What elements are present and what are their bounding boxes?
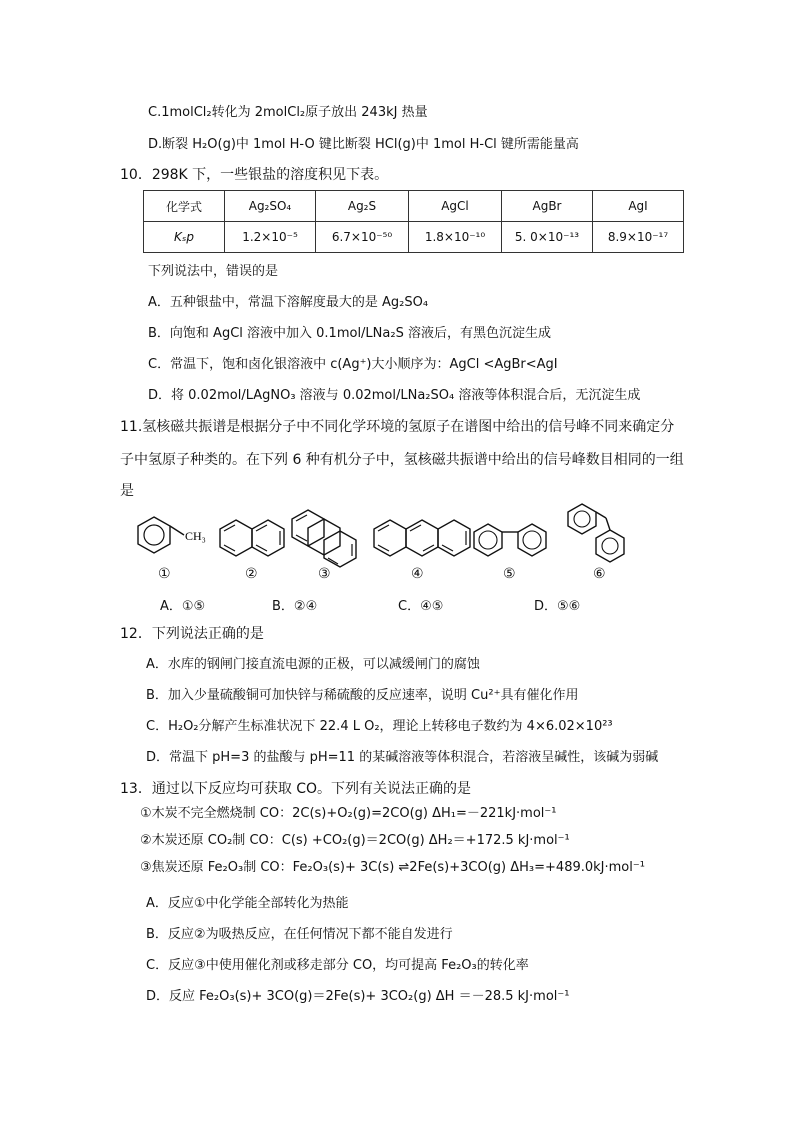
- question-13-option-d: D．反应 Fe₂O₃(s)+ 3CO(g)＝2Fe(s)+ 3CO₂(g) ΔH ＝－28.5 kJ·mol⁻¹: [146, 989, 570, 1004]
- biphenyl-structure: [472, 520, 550, 564]
- question-10-prompt: 下列说法中，错误的是: [148, 264, 279, 279]
- methyl-label: CH₃: [185, 529, 206, 543]
- phenanthrene-structure: [290, 508, 360, 574]
- reaction-1: ①木炭不完全燃烧制 CO：2C(s)+O₂(g)=2CO(g) ΔH₁=－221kJ·mol⁻¹: [140, 806, 557, 821]
- question-11-option-d: D．⑤⑥: [534, 599, 581, 614]
- toluene-structure: [132, 505, 212, 569]
- reaction-3: ③焦炭还原 Fe₂O₃制 CO：Fe₂O₃(s)+ 3C(s) ⇌2Fe(s)+3CO(g) ΔH₃=+489.0kJ·mol⁻¹: [140, 860, 645, 875]
- question-12-option-c: C．H₂O₂分解产生标准状况下 22.4 L O₂，理论上转移电子数约为 4×6.02×10²³: [146, 719, 613, 734]
- table-row: [144, 222, 684, 253]
- question-10-stem: 10．298K 下，一些银盐的溶度积见下表。: [120, 167, 389, 183]
- reaction-2: ②木炭还原 CO₂制 CO：C(s) +CO₂(g)＝2CO(g) ΔH₂＝+172.5 kJ·mol⁻¹: [140, 833, 570, 848]
- table-cell: 6.7×10⁻⁵⁰: [316, 222, 409, 253]
- table-cell: Ag₂SO₄: [225, 191, 316, 222]
- table-cell: AgCl: [409, 191, 502, 222]
- molecule-number: ③: [318, 566, 331, 582]
- question-12-option-d: D．常温下 pH=3 的盐酸与 pH=11 的某碱溶液等体积混合，若溶液呈碱性，该碱为弱碱: [146, 750, 659, 765]
- option-c-line: C.1molCl₂转化为 2molCl₂原子放出 243kJ 热量: [148, 105, 428, 120]
- naphthalene-structure: [218, 518, 286, 562]
- table-cell: Kₛp: [144, 222, 225, 253]
- question-11-option-a: A．①⑤: [160, 599, 206, 614]
- molecule-number: ④: [411, 566, 424, 582]
- molecule-number: ⑥: [593, 566, 606, 582]
- question-13-option-b: B．反应②为吸热反应，在任何情况下都不能自发进行: [146, 927, 453, 942]
- question-13-option-a: A．反应①中化学能全部转化为热能: [146, 896, 349, 911]
- table-cell: Ag₂S: [316, 191, 409, 222]
- question-10-option-d: D．将 0.02mol/LAgNO₃ 溶液与 0.02mol/LNa₂SO₄ 溶液等体积混合后，无沉淀生成: [148, 388, 641, 403]
- question-12-stem: 12．下列说法正确的是: [120, 626, 264, 642]
- question-11-line-2: 子中氢原子种类的。在下列 6 种有机分子中，氢核磁共振谱中给出的信号峰数目相同的一组: [120, 452, 684, 468]
- question-10-option-b: B．向饱和 AgCl 溶液中加入 0.1mol/LNa₂S 溶液后，有黑色沉淀生成: [148, 326, 551, 341]
- table-cell: AgI: [593, 191, 684, 222]
- molecule-number: ⑤: [503, 566, 516, 582]
- table-row: [144, 191, 684, 222]
- question-11-line-3: 是: [120, 483, 134, 499]
- table-cell: 8.9×10⁻¹⁷: [593, 222, 684, 253]
- question-12-option-a: A．水库的钢闸门接直流电源的正极，可以减缓闸门的腐蚀: [146, 657, 480, 672]
- question-10-option-c: C．常温下，饱和卤化银溶液中 c(Ag⁺)大小顺序为：AgCl <AgBr<AgI: [148, 357, 558, 372]
- question-12-option-b: B．加入少量硫酸铜可加快锌与稀硫酸的反应速率，说明 Cu²⁺具有催化作用: [146, 688, 579, 703]
- table-cell: 5. 0×10⁻¹³: [502, 222, 593, 253]
- table-cell: AgBr: [502, 191, 593, 222]
- anthracene-structure: [372, 518, 472, 562]
- table-cell: 1.8×10⁻¹⁰: [409, 222, 502, 253]
- question-10-option-a: A．五种银盐中，常温下溶解度最大的是 Ag₂SO₄: [148, 295, 429, 310]
- molecule-number: ②: [245, 566, 258, 582]
- question-13-option-c: C．反应③中使用催化剂或移走部分 CO，均可提高 Fe₂O₃的转化率: [146, 958, 529, 973]
- option-d-line: D.断裂 H₂O(g)中 1mol H-O 键比断裂 HCl(g)中 1mol H-Cl 键所需能量高: [148, 137, 579, 152]
- table-cell: 1.2×10⁻⁵: [225, 222, 316, 253]
- diphenylmethane-structure: [566, 502, 630, 570]
- question-11-option-b: B．②④: [272, 599, 318, 614]
- molecule-number: ①: [158, 566, 171, 582]
- table-cell: 化学式: [144, 191, 225, 222]
- question-11-option-c: C．④⑤: [398, 599, 444, 614]
- question-11-line-1: 11.氢核磁共振谱是根据分子中不同化学环境的氢原子在谱图中给出的信号峰不同来确定分: [120, 419, 675, 435]
- ksp-table: [143, 190, 684, 253]
- question-13-stem: 13．通过以下反应均可获取 CO。下列有关说法正确的是: [120, 781, 472, 797]
